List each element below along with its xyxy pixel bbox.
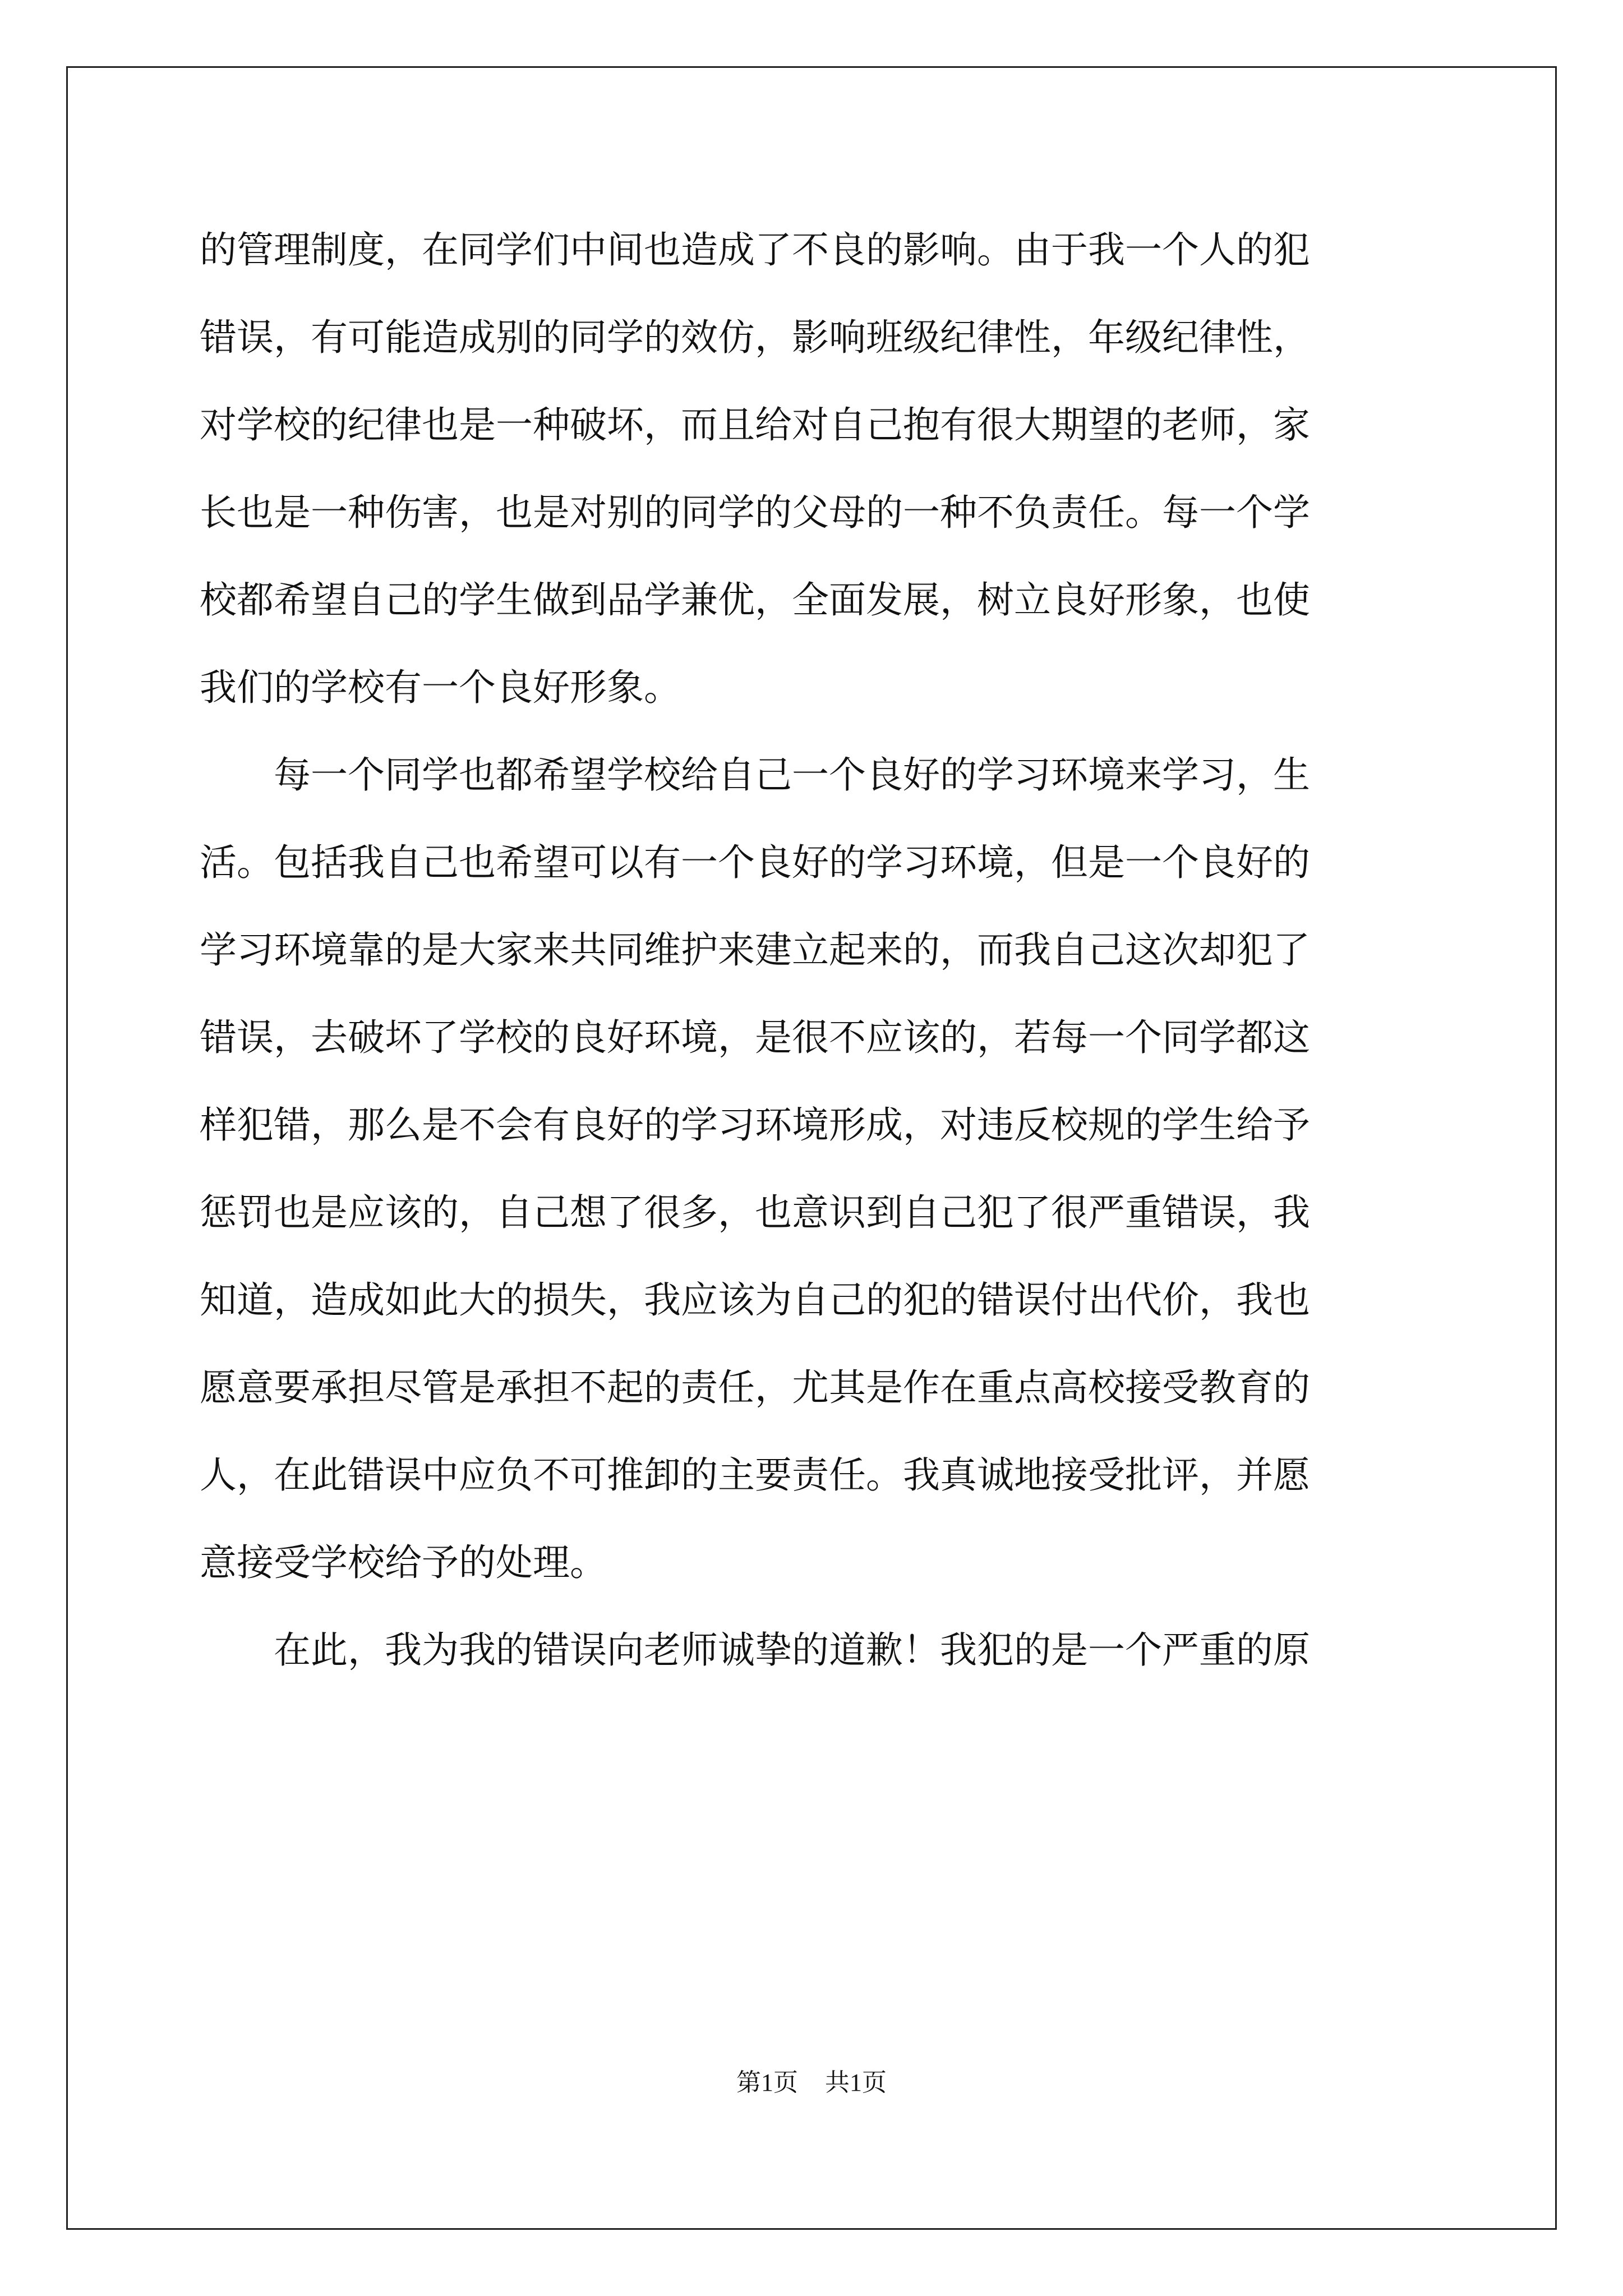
page-total: 共1页 [825, 2069, 887, 2096]
text-line: 活。包括我自己也希望可以有一个良好的学习环境，但是一个良好的 [200, 841, 1310, 884]
text-line: 愿意要承担尽管是承担不起的责任，尤其是作在重点高校接受教育的 [200, 1366, 1310, 1409]
text-line: 惩罚也是应该的，自己想了很多，也意识到自己犯了很严重错误，我 [200, 1191, 1310, 1234]
text-line: 长也是一种伤害，也是对别的同学的父母的一种不负责任。每一个学 [200, 491, 1310, 534]
text-line: 每一个同学也都希望学校给自己一个良好的学习环境来学习，生 [200, 753, 1310, 797]
text-line: 学习环境靠的是大家来共同维护来建立起来的，而我自己这次却犯了 [200, 928, 1310, 972]
text-line: 的管理制度，在同学们中间也造成了不良的影响。由于我一个人的犯 [200, 228, 1310, 272]
text-line: 在此，我为我的错误向老师诚挚的道歉！我犯的是一个严重的原 [200, 1628, 1310, 1672]
text-line: 知道，造成如此大的损失，我应该为自己的犯的错误付出代价，我也 [200, 1278, 1310, 1322]
document-body [200, 206, 1433, 1694]
text-line: 意接受学校给予的处理。 [200, 1541, 607, 1584]
text-line: 校都希望自己的学生做到品学兼优，全面发展，树立良好形象，也使 [200, 578, 1310, 622]
text-line: 对学校的纪律也是一种破坏，而且给对自己抱有很大期望的老师，家 [200, 403, 1310, 447]
text-line: 我们的学校有一个良好形象。 [200, 666, 681, 709]
text-line: 样犯错，那么是不会有良好的学习环境形成，对违反校规的学生给予 [200, 1103, 1310, 1147]
page-footer [0, 2062, 1623, 2098]
text-line: 错误，有可能造成别的同学的效仿，影响班级纪律性，年级纪律性， [200, 316, 1310, 359]
text-line: 错误，去破坏了学校的良好环境，是很不应该的，若每一个同学都这 [200, 1016, 1310, 1059]
page-number: 第1页 [736, 2069, 798, 2096]
text-line: 人，在此错误中应负不可推卸的主要责任。我真诚地接受批评，并愿 [200, 1453, 1310, 1497]
